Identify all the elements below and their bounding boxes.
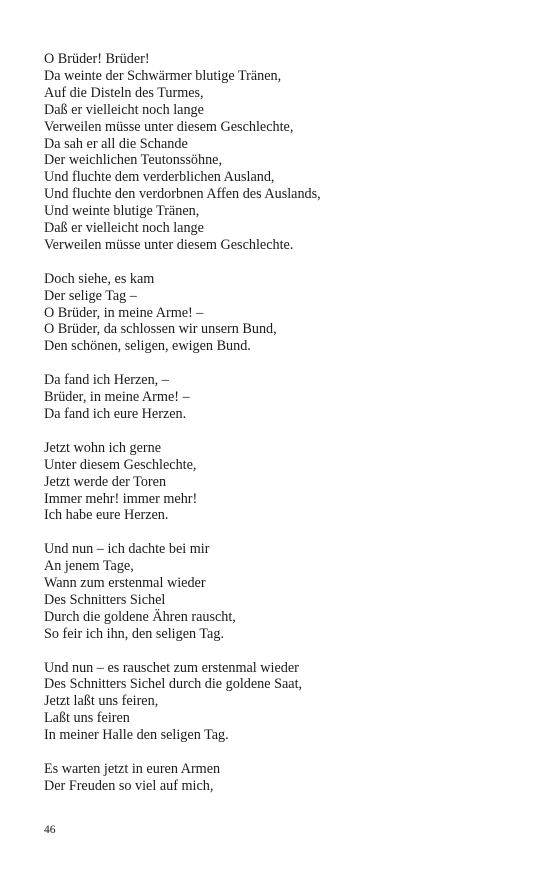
poem-text [44,51,524,795]
poem-line: Da fand ich eure Herzen. [44,406,187,422]
poem-line: Laßt uns feiren [44,710,130,727]
poem-line: Da weinte der Schwärmer blutige Tränen, [44,67,282,84]
poem-line: Verweilen müsse unter diesem Geschlechte. [44,236,294,253]
poem-line: Da sah er all die Schande [44,135,188,152]
poem-line: Des Schnitters Sichel [44,591,166,608]
poem-line: Der weichlichen Teutonssöhne, [44,152,223,169]
poem-stanza [44,440,524,525]
poem-line: O Brüder, in meine Arme! – [44,304,204,321]
poem-line: Wann zum erstenmal wieder [44,575,206,592]
poem-line: Verweilen müsse unter diesem Geschlechte, [44,118,294,135]
poem-line: Es warten jetzt in euren Armen [44,760,221,777]
poem-line: In meiner Halle den seligen Tag. [44,727,229,744]
poem-line: Und weinte blutige Tränen, [44,203,200,220]
poem-stanza [44,271,524,356]
poem-line: Da fand ich Herzen, – [44,372,169,389]
poem-line: Durch die goldene Ähren rauscht, [44,608,236,625]
poem-line: Und nun – es rauschet zum erstenmal wieder [44,659,299,676]
poem-line: Und fluchte den verdorbnen Affen des Auslands, [44,186,321,203]
poem-line: An jenem Tage, [44,558,134,575]
poem-line: Der selige Tag – [44,287,137,304]
poem-line: Auf die Disteln des Turmes, [44,84,204,101]
poem-stanza [44,761,524,795]
poem-line: Jetzt laßt uns feiren, [44,693,159,710]
poem-line: Und nun – ich dachte bei mir [44,541,210,558]
poem-stanza [44,660,524,745]
poem-line: Und fluchte dem verderblichen Ausland, [44,169,275,186]
poem-line: So feir ich ihn, den seligen Tag. [44,625,224,642]
poem-line: Des Schnitters Sichel durch die goldene Saat, [44,676,303,693]
poem-line: Brüder, in meine Arme! – [44,389,190,406]
poem-line: Der Freuden so viel auf mich, [44,777,214,794]
poem-line: Immer mehr! immer mehr! [44,490,198,507]
poem-line: Daß er vielleicht noch lange [44,220,204,237]
poem-stanza [44,51,524,254]
poem-line: Jetzt wohn ich gerne [44,439,162,456]
poem-stanza [44,372,524,423]
page-number: 46 [44,824,56,836]
poem-line: Daß er vielleicht noch lange [44,101,204,118]
poem-stanza [44,541,524,642]
poem-line: Jetzt werde der Toren [44,473,167,490]
poem-line: Unter diesem Geschlechte, [44,456,197,473]
poem-line: Ich habe eure Herzen. [44,507,169,524]
poem-line: O Brüder! Brüder! [44,51,150,67]
poem-line: Den schönen, seligen, ewigen Bund. [44,338,251,355]
poem-line: Doch siehe, es kam [44,270,155,287]
poem-line: O Brüder, da schlossen wir unsern Bund, [44,321,277,338]
